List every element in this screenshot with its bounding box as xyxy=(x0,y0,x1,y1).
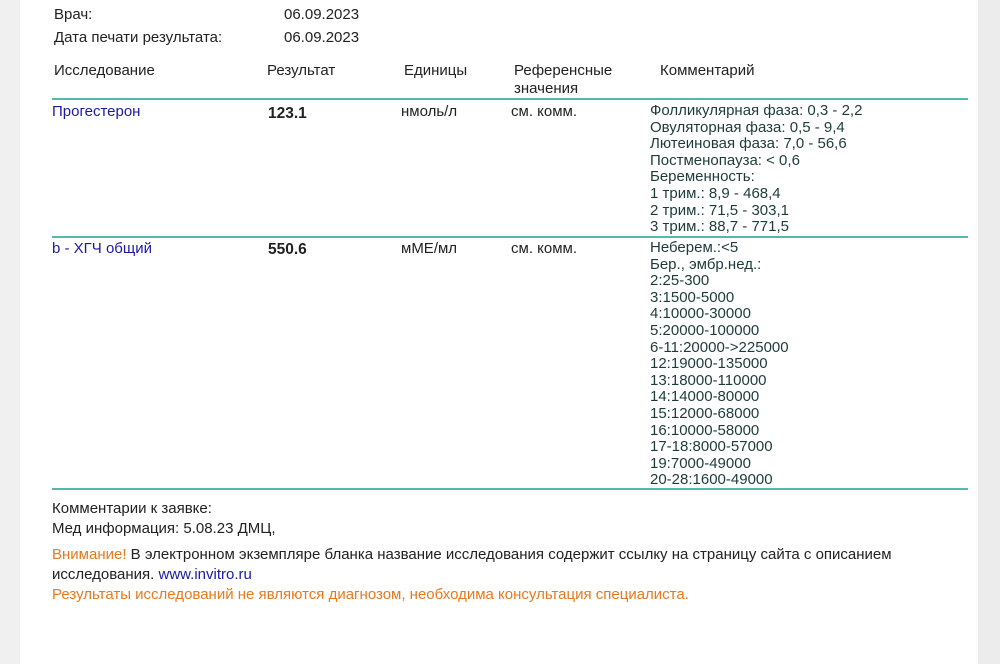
comment-line: Постменопауза: < 0,6 xyxy=(650,151,800,169)
header-reference-line1: Референсные xyxy=(514,62,613,79)
comment-line: Лютеиновая фаза: 7,0 - 56,6 xyxy=(650,135,847,153)
print-date-label: Дата печати результата: xyxy=(54,29,223,46)
comment-line: 2 трим.: 71,5 - 303,1 xyxy=(650,201,789,219)
header-result: Результат xyxy=(267,62,336,79)
comment-line: 15:12000-68000 xyxy=(650,404,760,422)
viewer-margin xyxy=(978,0,1000,664)
med-info: Мед информация: 5.08.23 ДМЦ, xyxy=(52,520,276,537)
header-reference-line2: значения xyxy=(514,80,579,97)
header-divider xyxy=(52,98,968,100)
comment-line: Бер., эмбр.нед.: xyxy=(650,255,762,273)
units-value: нмоль/л xyxy=(401,103,458,120)
header-units: Единицы xyxy=(404,62,468,79)
doctor-label: Врач: xyxy=(54,6,93,23)
reference-value: см. комм. xyxy=(511,103,578,120)
comment-line: Фолликулярная фаза: 0,3 - 2,2 xyxy=(650,102,863,119)
comment-line: 4:10000-30000 xyxy=(650,305,751,323)
header-comment: Комментарий xyxy=(660,62,755,79)
doctor-value: 06.09.2023 xyxy=(284,6,360,23)
attention-text-2: исследования. xyxy=(52,566,159,583)
result-sheet xyxy=(20,0,978,664)
comment-line: 16:10000-58000 xyxy=(650,421,760,439)
comment-line: 12:19000-135000 xyxy=(650,355,768,373)
test-name-link[interactable]: Прогестерон xyxy=(52,103,141,120)
header-test: Исследование xyxy=(54,62,155,79)
comment-line: Беременность: xyxy=(650,168,755,186)
units-value: мМЕ/мл xyxy=(401,240,458,257)
order-comments-label: Комментарии к заявке: xyxy=(52,500,212,517)
result-value: 550.6 xyxy=(268,241,307,258)
comment-block xyxy=(650,103,862,236)
comment-line: Овуляторная фаза: 0,5 - 9,4 xyxy=(650,118,845,136)
row-divider xyxy=(52,236,968,238)
attention-word: Внимание! xyxy=(52,546,127,563)
test-name-link[interactable]: b - ХГЧ общий xyxy=(52,240,152,257)
comment-line: 3:1500-5000 xyxy=(650,288,735,306)
result-value: 123.1 xyxy=(268,105,307,122)
site-link[interactable]: www.invitro.ru xyxy=(158,566,252,583)
comment-line: 1 трим.: 8,9 - 468,4 xyxy=(650,184,781,202)
print-date-value: 06.09.2023 xyxy=(284,29,360,46)
attention-text: В электронном экземпляре бланка название исследования содержит ссылку на страницу сайта с описанием xyxy=(126,546,892,563)
comment-line: 3 трим.: 88,7 - 771,5 xyxy=(650,218,789,236)
comment-block xyxy=(650,240,789,489)
attention-note xyxy=(52,545,892,565)
comment-line: 17-18:8000-57000 xyxy=(650,438,773,456)
comment-line: 20-28:1600-49000 xyxy=(650,471,773,489)
comment-line: 6-11:20000->225000 xyxy=(650,338,789,356)
comment-line: Неберем.:<5 xyxy=(650,239,739,256)
comment-line: 2:25-300 xyxy=(650,272,710,290)
comment-line: 5:20000-100000 xyxy=(650,321,760,339)
comment-line: 14:14000-80000 xyxy=(650,388,760,406)
header-reference xyxy=(514,62,612,98)
comment-line: 13:18000-110000 xyxy=(650,371,767,389)
attention-note-line2 xyxy=(52,565,252,585)
disclaimer: Результаты исследований не являются диагнозом, необходима консультация специалиста. xyxy=(52,586,689,603)
comment-line: 19:7000-49000 xyxy=(650,454,751,472)
reference-value: см. комм. xyxy=(511,240,578,257)
table-bottom-divider xyxy=(52,488,968,490)
